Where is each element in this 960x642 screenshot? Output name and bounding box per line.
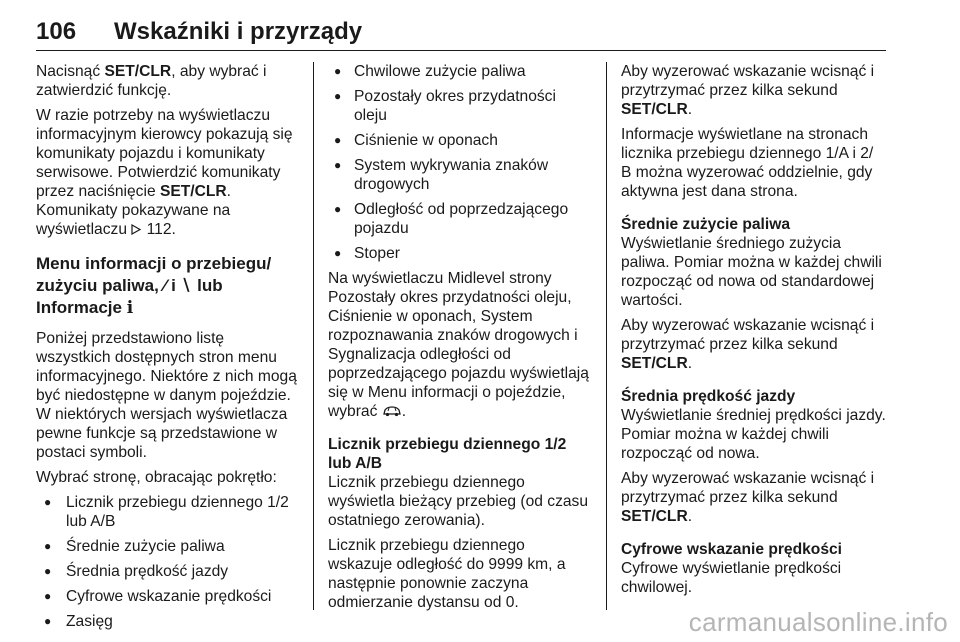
subsection-heading: Licznik przebiegu dziennego 1/2 lub A/B <box>328 436 567 472</box>
section-heading: Menu informacji o przebiegu/ zużyciu paliwa, ⁄ i ∖ lub Informacje i <box>36 254 272 318</box>
list-item: ● Średnia prędkość jazdy <box>36 562 300 581</box>
page-header <box>36 10 886 51</box>
list-item: ● Zasięg <box>36 612 300 631</box>
column-1 <box>36 62 300 637</box>
page-reference[interactable]: 112. <box>142 221 176 238</box>
paragraph: Nacisnąć SET/CLR, aby wybrać i zatwierdzić funkcję. <box>36 63 267 99</box>
watermark: carmanualsonline.info <box>688 607 948 637</box>
paragraph: Informacje wyświetlane na stronach licznika przebiegu dziennego 1/A i 2/ B można wyzerować oddzielnie, gdy aktywna jest dana strona. <box>621 126 874 200</box>
subsection-heading: Średnie zużycie paliwa <box>621 216 790 233</box>
bullet-list <box>328 62 592 263</box>
list-item: ● Średnie zużycie paliwa <box>36 537 300 556</box>
paragraph: Cyfrowe wyświetlanie prędkości chwilowej. <box>621 560 842 596</box>
car-icon <box>382 402 402 421</box>
list-item: ● Odległość od poprzedzającego pojazdu <box>328 200 592 238</box>
key-label: SET/CLR <box>621 508 688 525</box>
subsection-heading: Cyfrowe wskazanie prędkości <box>621 541 843 558</box>
paragraph: Licznik przebiegu dziennego wskazuje odległość do 9999 km, a następnie ponownie zaczyna odmierzanie dystansu od 0. <box>328 537 566 611</box>
paragraph: W razie potrzeby na wyświetlaczu informacyjnym kierowcy pokazują się komunikaty pojazdu i komunikaty serwisowe. Potwierdzić komunikaty przez naciśnięcie SET/CLR. Komunikaty pokazywane na wyświetlaczu 112. <box>36 107 293 238</box>
column-2 <box>328 62 592 618</box>
list-item: ● Stoper <box>328 244 592 263</box>
list-item: ● Pozostały okres przydatności oleju <box>328 87 592 125</box>
paragraph: Wyświetlanie średniej prędkości jazdy. Pomiar można w każdej chwili rozpocząć od nowa. <box>621 407 886 462</box>
list-item: ● Licznik przebiegu dziennego 1/2 lub A/B <box>36 493 300 531</box>
paragraph: Wybrać stronę, obracając pokrętło: <box>36 469 277 486</box>
column-3 <box>621 62 887 603</box>
page-number: 106 <box>36 18 77 45</box>
info-icon: i <box>126 298 134 318</box>
trip-fuel-icon: ⁄ i ∖ <box>163 276 193 295</box>
paragraph: Aby wyzerować wskazanie wcisnąć i przytrzymać przez kilka sekund SET/CLR. <box>621 63 875 118</box>
key-label: SET/CLR <box>621 355 688 372</box>
arrow-right-outline-icon <box>131 222 142 237</box>
list-item: ● Cyfrowe wskazanie prędkości <box>36 587 300 606</box>
list-item: ● Ciśnienie w oponach <box>328 131 592 150</box>
list-item: ● Chwilowe zużycie paliwa <box>328 62 592 81</box>
key-label: SET/CLR <box>159 183 227 200</box>
key-label: SET/CLR <box>104 63 172 80</box>
column-divider <box>606 62 607 610</box>
paragraph: Aby wyzerować wskazanie wcisnąć i przytrzymać przez kilka sekund SET/CLR. <box>621 317 875 372</box>
list-item: ● System wykrywania znaków drogowych <box>328 156 592 194</box>
page-title: Wskaźniki i przyrządy <box>114 18 363 45</box>
paragraph: Wyświetlanie średniego zużycia paliwa. Pomiar można w każdej chwili rozpocząć od nowa od standardowej wartości. <box>621 235 882 309</box>
paragraph: Licznik przebiegu dziennego wyświetla bieżący przebieg (od czasu ostatniego zerowania). <box>328 474 589 529</box>
paragraph: Na wyświetlaczu Midlevel strony Pozostały okres przydatności oleju, Ciśnienie w oponach, System rozpoznawania znaków drogowych i Sygnalizacja odległości od poprzedzającego pojazdu wyświetlają się w Menu informacji o pojeździe, wybrać . <box>328 270 589 420</box>
paragraph: Aby wyzerować wskazanie wcisnąć i przytrzymać przez kilka sekund SET/CLR. <box>621 470 875 525</box>
bullet-list <box>36 493 300 631</box>
paragraph: Poniżej przedstawiono listę wszystkich dostępnych stron menu informacyjnego. Niektóre z nich mogą być niedostępne w danym pojeździe. W niektórych wersjach wyświetlacza pewne funkcje są przedstawione w postaci symboli. <box>36 330 297 461</box>
subsection-heading: Średnia prędkość jazdy <box>621 388 796 405</box>
column-divider <box>313 62 314 610</box>
key-label: SET/CLR <box>621 101 688 118</box>
